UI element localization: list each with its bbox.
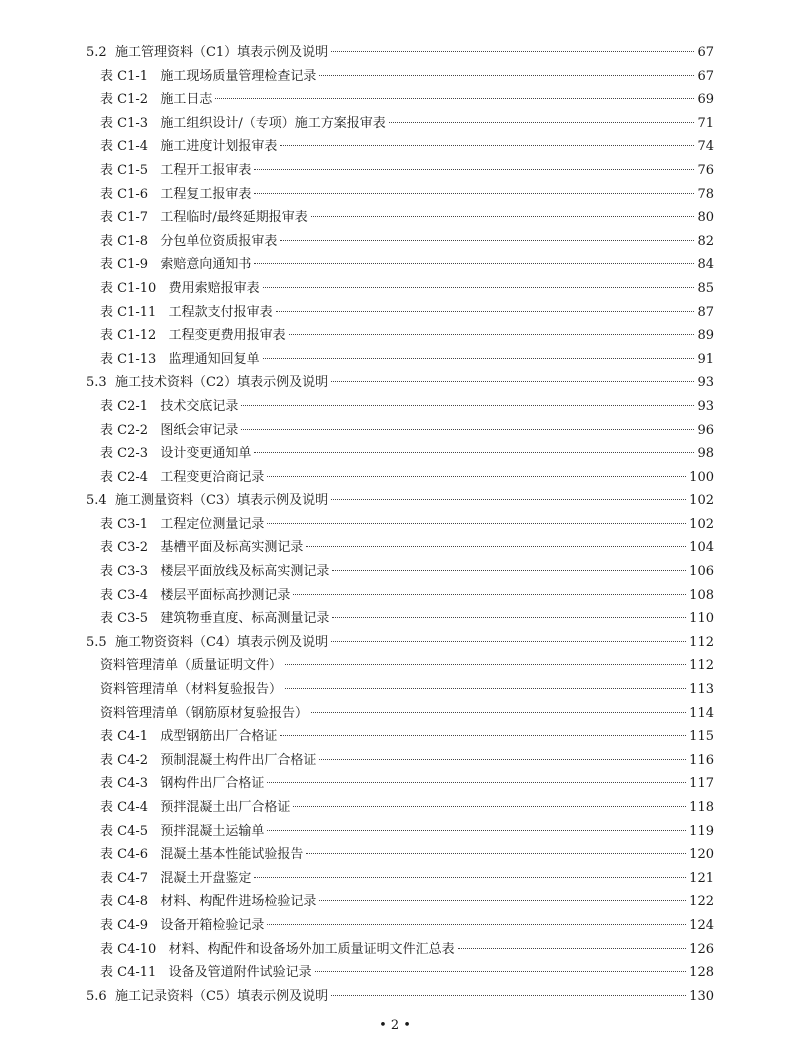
dot-leader xyxy=(267,782,686,783)
toc-entry-label: 资料管理清单（材料复验报告） xyxy=(100,682,283,698)
toc-entry-page: 110 xyxy=(689,611,714,627)
toc-entry[interactable] xyxy=(0,772,790,796)
dot-leader xyxy=(332,617,686,618)
toc-entry[interactable] xyxy=(0,183,790,207)
toc-entry-page: 91 xyxy=(697,351,714,367)
dot-leader xyxy=(285,664,686,665)
toc-entry-label: 表 C1-8 分包单位资质报审表 xyxy=(100,233,278,249)
toc-entry-label: 表 C4-9 设备开箱检验记录 xyxy=(100,917,265,933)
table-of-contents xyxy=(0,41,790,1008)
toc-entry[interactable] xyxy=(0,914,790,938)
dot-leader xyxy=(267,476,686,477)
toc-entry-page: 98 xyxy=(697,446,714,462)
toc-entry[interactable] xyxy=(0,324,790,348)
toc-entry[interactable] xyxy=(0,253,790,277)
toc-entry[interactable] xyxy=(0,820,790,844)
toc-entry-page: 104 xyxy=(689,540,714,556)
toc-entry[interactable] xyxy=(0,135,790,159)
toc-entry-page: 117 xyxy=(689,776,714,792)
toc-entry-page: 116 xyxy=(689,752,714,768)
dot-leader xyxy=(331,499,686,500)
toc-entry[interactable] xyxy=(0,348,790,372)
dot-leader xyxy=(319,900,686,901)
toc-entry-page: 85 xyxy=(697,280,714,296)
toc-entry[interactable] xyxy=(0,301,790,325)
toc-entry-page: 87 xyxy=(697,304,714,320)
toc-entry-label: 资料管理清单（钢筋原材复验报告） xyxy=(100,705,309,721)
toc-entry-label: 表 C3-3 楼层平面放线及标高实测记录 xyxy=(100,564,330,580)
toc-entry-label: 表 C4-8 材料、构配件进场检验记录 xyxy=(100,894,317,910)
toc-entry[interactable] xyxy=(0,560,790,584)
toc-entry-page: 76 xyxy=(697,162,714,178)
toc-entry-page: 106 xyxy=(689,564,714,580)
toc-entry[interactable] xyxy=(0,112,790,136)
toc-entry-label: 表 C1-11 工程款支付报审表 xyxy=(100,304,273,320)
dot-leader xyxy=(306,853,686,854)
toc-entry-page: 130 xyxy=(689,988,714,1004)
dot-leader xyxy=(331,381,694,382)
dot-leader xyxy=(263,287,695,288)
dot-leader xyxy=(280,735,686,736)
dot-leader xyxy=(254,452,694,453)
dot-leader xyxy=(276,311,695,312)
toc-entry-label: 表 C3-2 基槽平面及标高实测记录 xyxy=(100,540,304,556)
dot-leader xyxy=(267,924,686,925)
toc-entry-label: 表 C4-1 成型钢筋出厂合格证 xyxy=(100,729,278,745)
toc-entry-page: 89 xyxy=(697,328,714,344)
toc-entry-label: 表 C1-5 工程开工报审表 xyxy=(100,162,252,178)
dot-leader xyxy=(263,358,695,359)
toc-entry-label: 表 C2-4 工程变更洽商记录 xyxy=(100,469,265,485)
toc-entry-page: 112 xyxy=(689,658,714,674)
toc-entry-page: 108 xyxy=(689,587,714,603)
toc-entry-page: 128 xyxy=(689,965,714,981)
toc-entry[interactable] xyxy=(0,702,790,726)
toc-entry[interactable] xyxy=(0,890,790,914)
toc-entry-label: 表 C4-11 设备及管道附件试验记录 xyxy=(100,965,312,981)
toc-entry-label: 5.6 施工记录资料（C5）填表示例及说明 xyxy=(86,988,329,1004)
toc-entry[interactable] xyxy=(0,419,790,443)
toc-entry-label: 表 C1-10 费用索赔报审表 xyxy=(100,280,260,296)
toc-entry-label: 表 C1-9 索赔意向通知书 xyxy=(100,257,252,273)
dot-leader xyxy=(306,546,686,547)
toc-entry[interactable] xyxy=(0,584,790,608)
toc-entry-label: 5.5 施工物资资料（C4）填表示例及说明 xyxy=(86,634,329,650)
toc-entry[interactable] xyxy=(0,230,790,254)
toc-entry-page: 102 xyxy=(689,493,714,509)
toc-entry-label: 表 C1-12 工程变更费用报审表 xyxy=(100,328,286,344)
toc-entry-page: 100 xyxy=(689,469,714,485)
toc-entry-label: 资料管理清单（质量证明文件） xyxy=(100,658,283,674)
toc-entry-page: 113 xyxy=(689,682,714,698)
toc-entry-page: 122 xyxy=(689,894,714,910)
toc-entry-page: 67 xyxy=(697,68,714,84)
toc-entry[interactable] xyxy=(0,536,790,560)
toc-entry-label: 表 C1-1 施工现场质量管理检查记录 xyxy=(100,68,317,84)
toc-entry[interactable] xyxy=(0,65,790,89)
toc-entry[interactable] xyxy=(0,749,790,773)
dot-leader xyxy=(332,570,686,571)
toc-entry[interactable] xyxy=(0,654,790,678)
dot-leader xyxy=(215,98,694,99)
toc-entry-page: 71 xyxy=(697,115,714,131)
dot-leader xyxy=(254,169,694,170)
toc-entry-page: 115 xyxy=(689,729,714,745)
toc-entry-label: 表 C4-7 混凝土开盘鉴定 xyxy=(100,870,252,886)
toc-section-entry[interactable] xyxy=(0,631,790,655)
dot-leader xyxy=(458,948,686,949)
toc-entry-page: 96 xyxy=(697,422,714,438)
toc-entry-label: 5.4 施工测量资料（C3）填表示例及说明 xyxy=(86,493,329,509)
toc-entry-page: 120 xyxy=(689,847,714,863)
toc-entry-label: 表 C1-13 监理通知回复单 xyxy=(100,351,260,367)
toc-entry-page: 124 xyxy=(689,917,714,933)
toc-entry-label: 表 C2-2 图纸会审记录 xyxy=(100,422,239,438)
dot-leader xyxy=(315,971,686,972)
dot-leader xyxy=(285,688,686,689)
dot-leader xyxy=(331,51,694,52)
toc-entry[interactable] xyxy=(0,843,790,867)
toc-entry[interactable] xyxy=(0,607,790,631)
toc-section-entry[interactable] xyxy=(0,489,790,513)
toc-entry-page: 69 xyxy=(697,92,714,108)
dot-leader xyxy=(293,806,686,807)
toc-entry[interactable] xyxy=(0,466,790,490)
toc-entry-label: 表 C3-5 建筑物垂直度、标高测量记录 xyxy=(100,611,330,627)
toc-entry-page: 67 xyxy=(697,45,714,60)
toc-section-entry[interactable] xyxy=(0,41,790,65)
dot-leader xyxy=(254,877,686,878)
dot-leader xyxy=(331,995,686,996)
dot-leader xyxy=(267,523,686,524)
toc-entry-label: 表 C1-4 施工进度计划报审表 xyxy=(100,139,278,155)
dot-leader xyxy=(280,240,694,241)
toc-entry-label: 5.2 施工管理资料（C1）填表示例及说明 xyxy=(86,45,329,60)
dot-leader xyxy=(241,405,694,406)
dot-leader xyxy=(311,216,695,217)
toc-entry-label: 表 C2-1 技术交底记录 xyxy=(100,398,239,414)
toc-section-entry[interactable] xyxy=(0,985,790,1009)
dot-leader xyxy=(389,122,695,123)
toc-entry[interactable] xyxy=(0,678,790,702)
toc-entry[interactable] xyxy=(0,513,790,537)
page-number: • 2 • xyxy=(379,1018,411,1033)
toc-entry-page: 80 xyxy=(697,210,714,226)
toc-entry-page: 112 xyxy=(689,634,714,650)
toc-entry[interactable] xyxy=(0,725,790,749)
toc-entry-page: 82 xyxy=(697,233,714,249)
toc-entry[interactable] xyxy=(0,961,790,985)
toc-entry-label: 表 C4-2 预制混凝土构件出厂合格证 xyxy=(100,752,317,768)
toc-entry-page: 118 xyxy=(689,800,714,815)
dot-leader xyxy=(280,145,694,146)
dot-leader xyxy=(319,759,686,760)
dot-leader xyxy=(331,641,686,642)
toc-entry-label: 表 C1-3 施工组织设计/（专项）施工方案报审表 xyxy=(100,115,386,131)
toc-entry-page: 93 xyxy=(697,398,714,414)
toc-entry[interactable] xyxy=(0,206,790,230)
toc-entry[interactable] xyxy=(0,796,790,820)
dot-leader xyxy=(293,594,686,595)
toc-entry-page: 78 xyxy=(697,186,714,202)
dot-leader xyxy=(319,75,694,76)
toc-entry[interactable] xyxy=(0,159,790,183)
dot-leader xyxy=(241,429,694,430)
toc-entry-label: 表 C1-7 工程临时/最终延期报审表 xyxy=(100,210,308,226)
toc-entry-page: 93 xyxy=(697,375,714,391)
toc-entry-label: 表 C3-4 楼层平面标高抄测记录 xyxy=(100,587,291,603)
toc-entry[interactable] xyxy=(0,442,790,466)
toc-entry-page: 121 xyxy=(689,870,714,886)
toc-section-entry[interactable] xyxy=(0,371,790,395)
toc-entry[interactable] xyxy=(0,867,790,891)
toc-entry-label: 表 C4-10 材料、构配件和设备场外加工质量证明文件汇总表 xyxy=(100,941,455,957)
toc-entry-label: 表 C2-3 设计变更通知单 xyxy=(100,446,252,462)
toc-entry-page: 102 xyxy=(689,516,714,532)
dot-leader xyxy=(311,712,686,713)
toc-entry-page: 126 xyxy=(689,941,714,957)
dot-leader xyxy=(289,334,695,335)
toc-entry[interactable] xyxy=(0,938,790,962)
toc-entry-label: 表 C4-6 混凝土基本性能试验报告 xyxy=(100,847,304,863)
toc-entry-page: 119 xyxy=(689,823,714,839)
toc-entry-label: 表 C4-4 预拌混凝土出厂合格证 xyxy=(100,800,291,815)
toc-entry[interactable] xyxy=(0,88,790,112)
toc-entry-label: 表 C1-2 施工日志 xyxy=(100,92,213,108)
toc-entry-label: 5.3 施工技术资料（C2）填表示例及说明 xyxy=(86,375,329,391)
toc-entry-label: 表 C4-5 预拌混凝土运输单 xyxy=(100,823,265,839)
toc-entry-page: 74 xyxy=(697,139,714,155)
toc-entry[interactable] xyxy=(0,277,790,301)
toc-entry-page: 114 xyxy=(689,705,714,721)
toc-entry-label: 表 C1-6 工程复工报审表 xyxy=(100,186,252,202)
dot-leader xyxy=(254,193,694,194)
toc-entry-page: 84 xyxy=(697,257,714,273)
dot-leader xyxy=(267,830,686,831)
toc-entry-label: 表 C4-3 钢构件出厂合格证 xyxy=(100,776,265,792)
toc-entry[interactable] xyxy=(0,395,790,419)
toc-entry-label: 表 C3-1 工程定位测量记录 xyxy=(100,516,265,532)
dot-leader xyxy=(254,263,694,264)
